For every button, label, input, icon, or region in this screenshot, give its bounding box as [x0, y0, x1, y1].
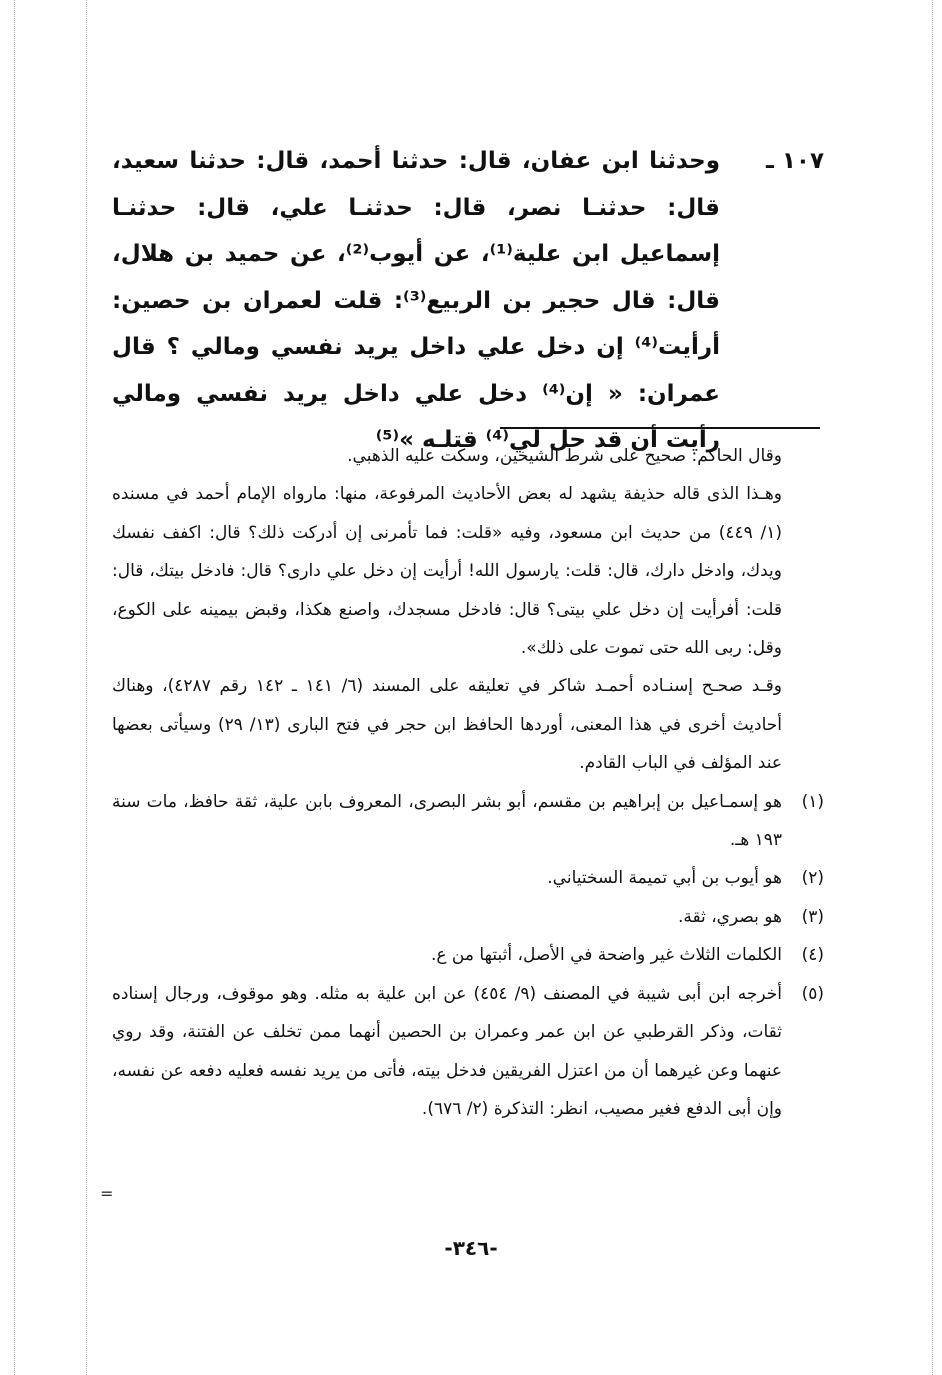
footnote-4 [112, 936, 824, 974]
footnote-text: هو أيوب بن أبي تميمة السختياني. [547, 868, 782, 889]
footnote-separator [500, 427, 820, 429]
footnote-1 [112, 783, 824, 860]
scan-dotted-guide [86, 0, 87, 1375]
page-number: -٣٤٦- [444, 1236, 498, 1260]
footnote-text: أخرجه ابن أبى شيبة في المصنف (٩/ ٤٥٤) عن ابن علية به مثله. وهو موقوف، ورجال إسناده ثقات، وذكر القرطبي عن ابن عمر وعمران بن الحصين أنهما ممن تخلف عن الفتنة، وقد روي عنهما وعن غيرهما أن من اعتزل الفريقين فدخل بيته، فأتى من يريد نفسه فعليه دفعه عن نفسه، وإن أبى الدفع فغير مصيب، انظر: التذكرة (٢/ ٦٧٦). [112, 983, 782, 1119]
footnote-number: (١) [801, 791, 824, 812]
footnote-text: هو بصري، ثقة. [677, 906, 782, 927]
footnote-number: (٤) [801, 945, 824, 966]
footnote-number: (٥) [801, 983, 824, 1004]
margin-mark: = [100, 1184, 114, 1203]
note-continuation-paragraph: وهـذا الذى قاله حذيفة يشهد له بعض الأحاديث المرفوعة، منها: مارواه الإمام أحمد في مسنده (١/ ٤٤٩) من حديث ابن مسعود، وفيه «قلت: فما تأمرنى إن أدركت ذلك؟ قال: اكفف نفسك ويدك، وادخل دارك، قال: قلت: يارسول الله! أرأيت إن دخل علي دارى؟ قال: فادخل بيتك، قال: قلت: أفرأيت إن دخل علي بيتى؟ قال: فادخل مسجدك، واصنع هكذا، وقبض بيمينه على الكوع، وقل: ربى الله حتى تموت على ذلك». [112, 484, 782, 659]
hadith-number: ١٠٧ ـ [766, 148, 824, 174]
hadith-text: وحدثنا ابن عفان، قال: حدثنا أحمد، قال: حدثنا سعيد، قال: حدثنـا نصر، قال: حدثنـا علي، قال: حدثنـا إسماعيل ابن علية⁽¹⁾، عن أيوب⁽²⁾، عن حميد بن هلال، قال: قال حجير بن الربيع⁽³⁾: قلت لعمران بن حصين: أرأيت⁽⁴⁾ إن دخل علي داخل يريد نفسي ومالي ؟ قال عمران: « إن⁽⁴⁾ دخل علي داخل يريد نفسي ومالي رأيت أن قد حل لي⁽⁴⁾ قتلـه »⁽⁵⁾ [112, 148, 721, 453]
scan-dotted-guide [932, 0, 933, 1375]
scan-dotted-guide [14, 0, 15, 1375]
footnote-number: (٢) [801, 868, 824, 889]
footnote-2 [112, 859, 824, 897]
footnotes-section [112, 437, 824, 1128]
footnote-text: الكلمات الثلاث غير واضحة في الأصل، أثبتها من ع. [430, 945, 782, 966]
hadith-block [112, 138, 824, 464]
footnote-number: (٣) [801, 906, 824, 927]
note-continuation-paragraph: وقال الحاكم: صحيح على شرط الشيخين، وسكت عليه الذهبي. [347, 446, 782, 466]
footnote-3 [112, 898, 824, 936]
note-continuation-paragraph: وقـد صحـح إسنـاده أحمـد شاكر في تعليقه على المسند (٦/ ١٤١ ـ ١٤٢ رقم ٤٢٨٧)، وهناك أحاديث أخرى في هذا المعنى، أوردها الحافظ ابن حجر في فتح البارى (١٣/ ٢٩) وسيأتى بعضها عند المؤلف في الباب القادم. [112, 676, 782, 774]
footnote-text: هو إسمـاعيل بن إبراهيم بن مقسم، أبو بشر البصرى، المعروف بابن علية، ثقة حافظ، مات سنة ١٩٣ هـ. [112, 791, 782, 851]
footnote-5 [112, 975, 824, 1129]
